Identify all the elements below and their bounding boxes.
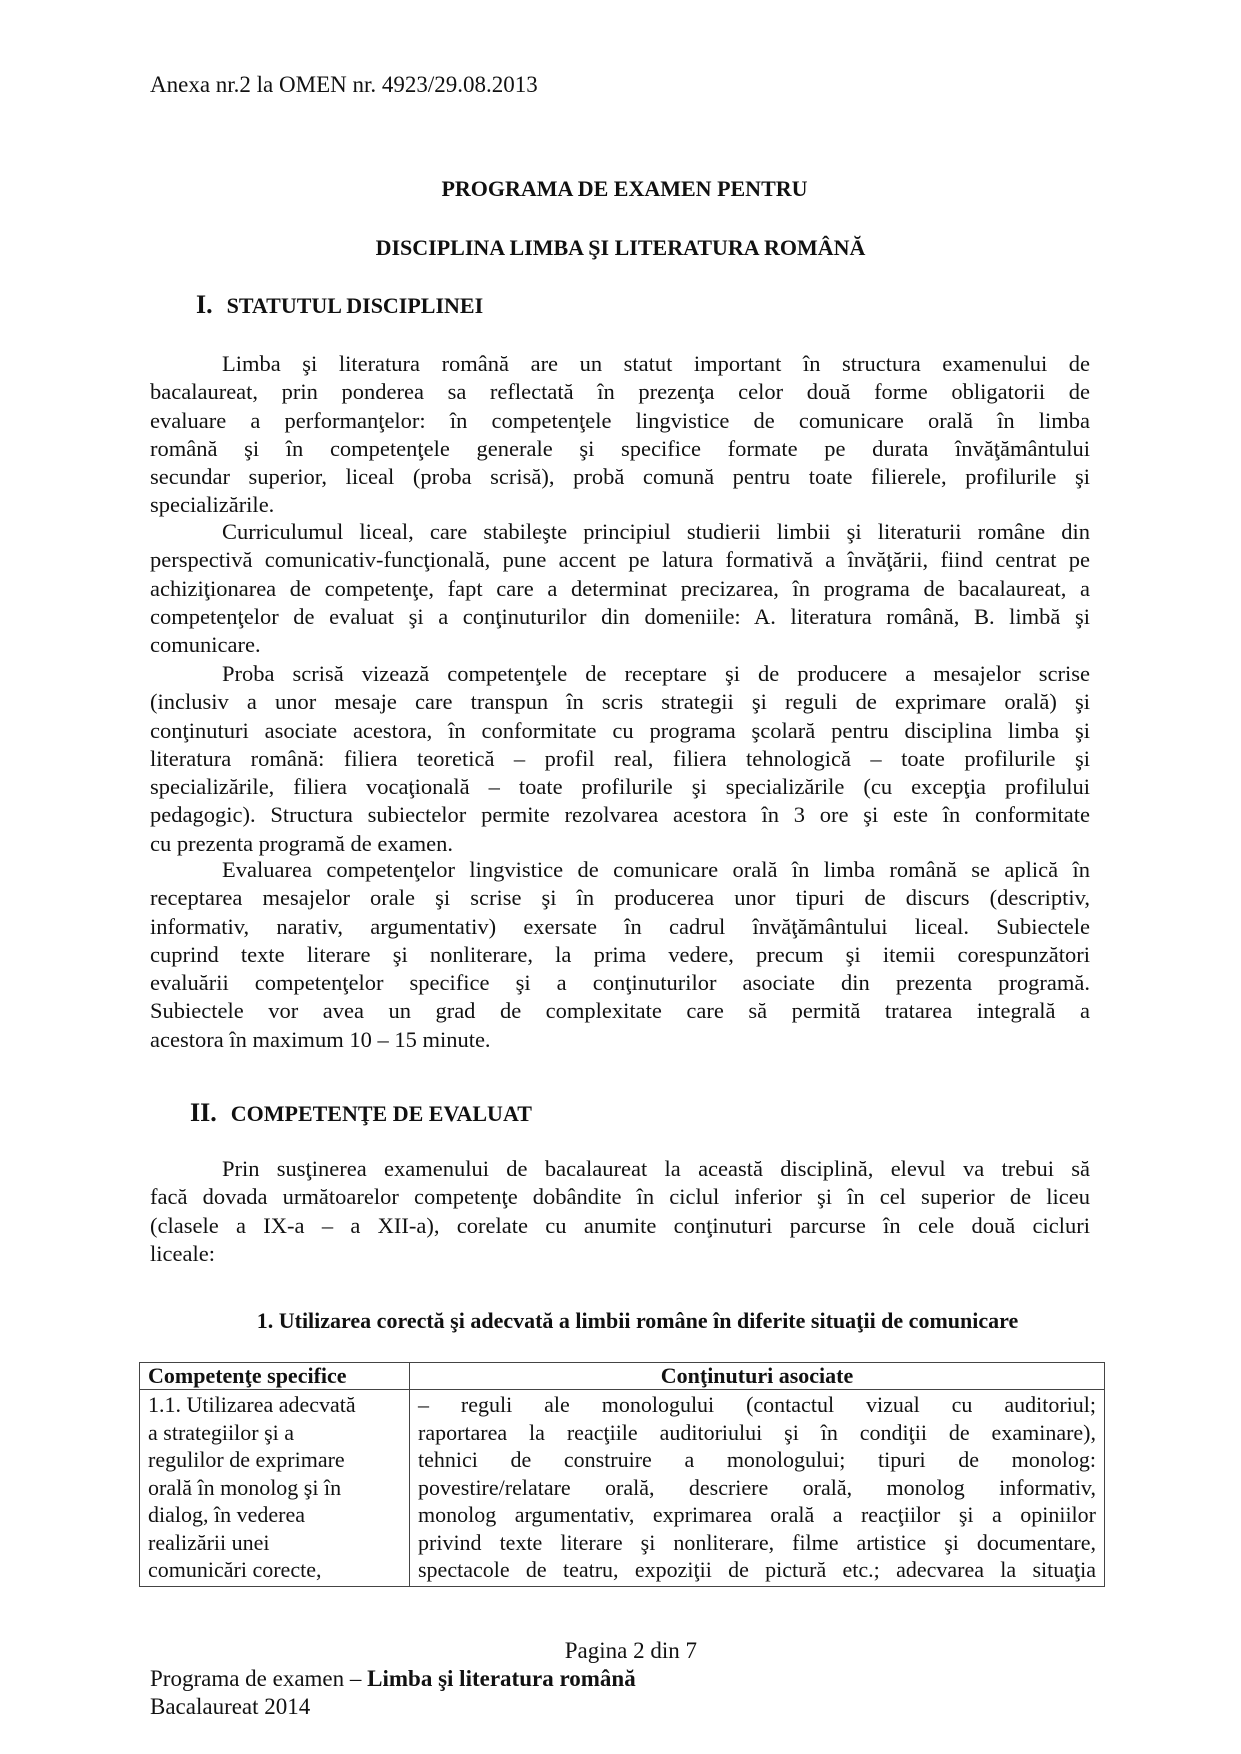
table-row [140, 1390, 1105, 1587]
text-line: orală în monolog şi în [148, 1474, 342, 1500]
document-title-line-1: PROGRAMA DE EXAMEN PENTRU [441, 176, 808, 201]
paragraph [150, 1155, 1090, 1268]
page-number: Pagina 2 din 7 [564, 1638, 697, 1663]
text-line: română şi în competenţele generale şi specifice formate pe durata învăţământului [150, 435, 1090, 461]
text-line: Limba şi literatura română are un statut important în structura examenului de [222, 351, 1090, 376]
section-2-title: COMPETENŢE DE EVALUAT [230, 1101, 532, 1126]
text-line: povestire/relatare orală, descriere orală, monolog informativ, [418, 1474, 1096, 1500]
competence-cell [140, 1390, 410, 1587]
paragraph [150, 518, 1090, 659]
text-line: Subiectele vor avea un grad de complexitate care să permită tratarea integrală a [150, 998, 1090, 1024]
text-line: comunicare. [150, 632, 261, 658]
column-header-competences: Competenţe specifice [140, 1363, 410, 1390]
text-line: comunicări corecte, [148, 1557, 322, 1582]
text-line: spectacole de teatru, expoziţii de pictură etc.; adecvarea la situaţia [418, 1557, 1096, 1582]
text-line: evaluare a performanţelor: în competenţele lingvistice de comunicare orală în limba [150, 407, 1090, 433]
text-line: cu prezenta programă de examen. [150, 830, 453, 856]
text-line: conţinuturi asociate acestora, în conformitate cu programa şcolară pentru disciplina limba şi [150, 717, 1090, 743]
text-line: achiziţionarea de competenţe, fapt care a determinat precizarea, în programa de bacalaureat, a [150, 575, 1090, 601]
text-line: literatura română: filiera teoretică – profil real, filiera tehnologică – toate profilurile şi [150, 745, 1090, 771]
annex-reference: Anexa nr.2 la OMEN nr. 4923/29.08.2013 [150, 72, 538, 97]
text-line: receptarea mesajelor orale şi scrise şi în producerea unor tipuri de discurs (descriptiv, [150, 885, 1090, 911]
text-line: liceale: [150, 1240, 215, 1266]
text-line: Evaluarea competenţelor lingvistice de comunicare orală în limba română se aplică în [222, 857, 1090, 882]
text-line: bacalaureat, prin ponderea sa reflectată în prezenţa celor două forme obligatorii de [150, 379, 1090, 405]
footer-program-prefix: Programa de examen – [150, 1666, 368, 1691]
text-line: Prin susţinerea examenului de bacalaureat la această disciplină, elevul va trebui să [222, 1156, 1090, 1181]
text-line: (clasele a IX-a – a XII-a), corelate cu anumite conţinuturi parcurse în cele două cicluri [150, 1212, 1090, 1238]
text-line: Proba scrisă vizează competenţele de receptare şi de producere a mesajelor scrise [222, 661, 1090, 686]
table-header-row [140, 1363, 1105, 1390]
section-2-heading [190, 1098, 532, 1128]
section-2-number: II. [190, 1098, 217, 1127]
text-line: specializările. [150, 492, 275, 518]
text-line: 1.1. Utilizarea adecvată [148, 1392, 356, 1417]
content-cell [410, 1390, 1105, 1587]
text-line: a strategiilor şi a [148, 1419, 295, 1445]
text-line: – reguli ale monologului (contactul vizual cu auditoriul; [418, 1392, 1096, 1417]
paragraph [150, 660, 1090, 858]
text-line: acestora în maximum 10 – 15 minute. [150, 1026, 491, 1052]
text-line: evaluării competenţelor specifice şi a conţinuturilor asociate din prezenta programă. [150, 970, 1090, 996]
text-line: facă dovada următoarelor competenţe dobândite în ciclul inferior şi în cel superior de liceu [150, 1184, 1090, 1210]
column-header-contents: Conţinuturi asociate [410, 1363, 1105, 1390]
footer-exam: Bacalaureat 2014 [150, 1694, 311, 1719]
document-title-line-2: DISCIPLINA LIMBA ŞI LITERATURA ROMÂNĂ [375, 235, 866, 260]
text-line: regulilor de exprimare [148, 1447, 345, 1472]
text-line: privind texte literare şi nonliterare, filme artistice şi documentare, [418, 1529, 1096, 1555]
text-line: dialog, în vederea [148, 1502, 305, 1527]
footer-program [150, 1666, 636, 1692]
text-line: perspectivă comunicativ-funcţională, pune accent pe latura formativă a învăţării, fiind centrat pe [150, 547, 1090, 573]
competence-group-heading: 1. Utilizarea corectă şi adecvată a limbii române în diferite situaţii de comunicare [256, 1308, 1019, 1333]
section-1-heading [196, 290, 483, 320]
text-line: monolog argumentativ, exprimarea orală a reacţiilor şi a opiniilor [418, 1502, 1096, 1527]
text-line: specializările, filiera vocaţională – toate profilurile şi specializările (cu excepţia profilului [150, 774, 1090, 800]
text-line: informativ, narativ, argumentativ) exersate în cadrul învăţământului liceal. Subiectele [150, 913, 1090, 939]
competences-table [139, 1362, 1105, 1587]
text-line: secundar superior, liceal (proba scrisă), probă comună pentru toate filierele, profilurile şi [150, 464, 1090, 490]
text-line: pedagogic). Structura subiectelor permite rezolvarea acestora în 3 ore şi este în conformitate [150, 802, 1090, 828]
text-line: raportarea la reacţiile auditoriului şi în condiţii de examinare), [418, 1419, 1096, 1445]
text-line: (inclusiv a unor mesaje care transpun în scris strategii şi reguli de exprimare orală) şi [150, 689, 1090, 715]
paragraph [150, 350, 1090, 520]
text-line: realizării unei [148, 1529, 270, 1555]
text-line: competenţelor de evaluat şi a conţinuturilor din domeniile: A. literatura română, B. limbă şi [150, 603, 1090, 629]
section-1-number: I. [196, 290, 213, 319]
text-line: Curriculumul liceal, care stabileşte principiul studierii limbii şi literaturii române din [222, 519, 1090, 544]
paragraph [150, 856, 1090, 1054]
text-line: cuprind texte literare şi nonliterare, la prima vedere, precum şi itemii corespunzători [150, 941, 1090, 967]
text-line: tehnici de construire a monologului; tipuri de monolog: [418, 1447, 1096, 1472]
footer-subject: Limba şi literatura română [367, 1666, 636, 1691]
section-1-title: STATUTUL DISCIPLINEI [226, 293, 484, 318]
